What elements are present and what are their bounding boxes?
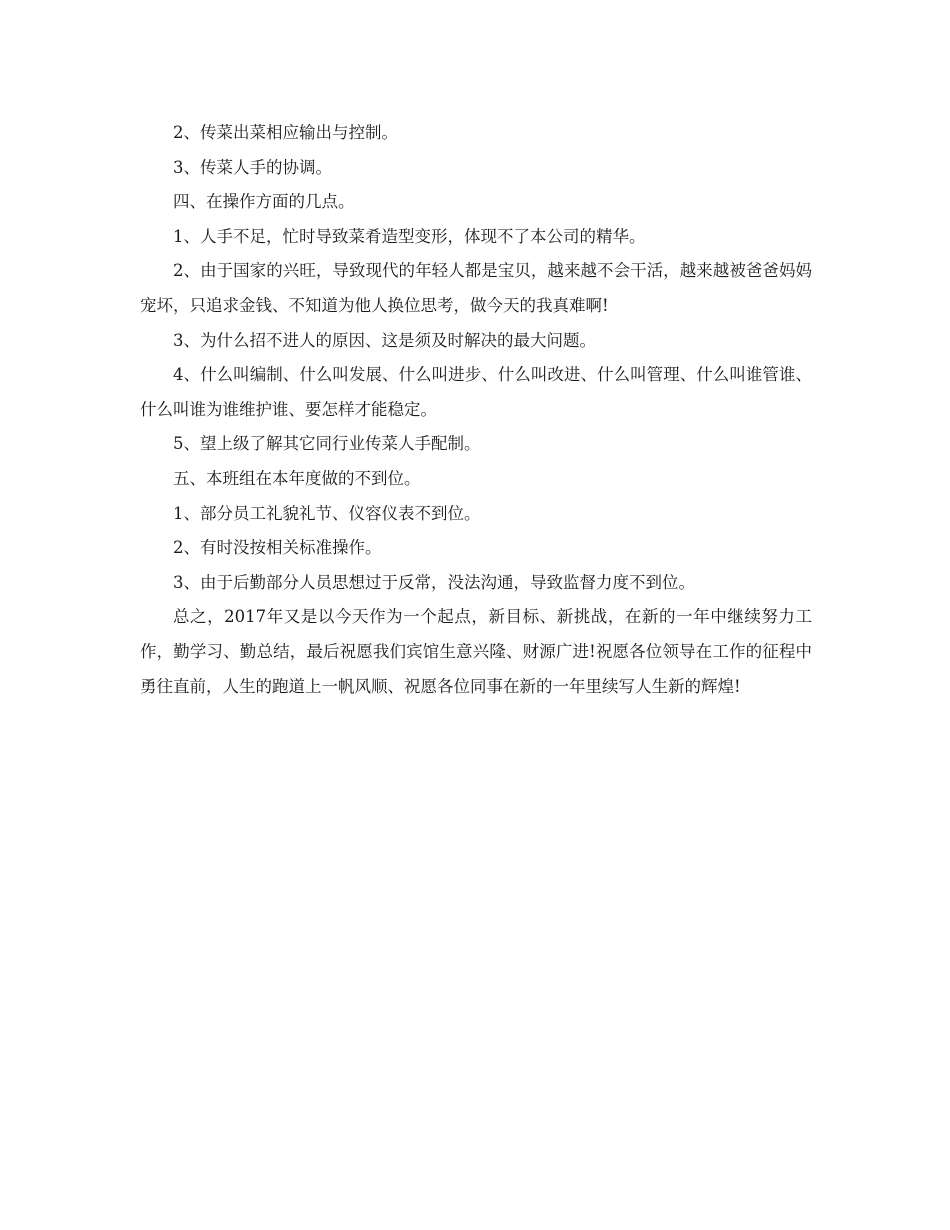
paragraph-11: 2、有时没按相关标准操作。 xyxy=(173,538,382,558)
paragraph-4: 1、人手不足，忙时导致菜肴造型变形，体现不了本公司的精华。 xyxy=(173,226,646,246)
paragraph-7: 4、什么叫编制、什么叫发展、什么叫进步、什么叫改进、什么叫管理、什么叫谁管谁、什么叫谁为谁维护谁、要怎样才能稳定。 xyxy=(140,365,812,419)
paragraph-1: 2、传菜出菜相应输出与控制。 xyxy=(173,123,398,142)
paragraph-2: 3、传菜人手的协调。 xyxy=(173,157,332,177)
paragraph-6: 3、为什么招不进人的原因、这是须及时解决的最大问题。 xyxy=(173,330,596,350)
paragraph-12: 3、由于后勤部分人员思想过于反常，没法沟通，导致监督力度不到位。 xyxy=(173,572,695,592)
section-heading-4: 四、在操作方面的几点。 xyxy=(173,192,355,212)
paragraph-10: 1、部分员工礼貌礼节、仪容仪表不到位。 xyxy=(173,503,481,523)
document-body xyxy=(140,116,812,704)
paragraph-8: 5、望上级了解其它同行业传菜人手配制。 xyxy=(173,434,481,454)
paragraph-5: 2、由于国家的兴旺，导致现代的年轻人都是宝贝，越来越不会干活，越来越被爸爸妈妈宠坏，只追求金钱、不知道为他人换位思考，做今天的我真难啊! xyxy=(140,261,812,315)
conclusion-paragraph: 总之，2017年又是以今天作为一个起点，新目标、新挑战，在新的一年中继续努力工作，勤学习、勤总结，最后祝愿我们宾馆生意兴隆、财源广进!祝愿各位领导在工作的征程中勇往直前，人生的跑道上一帆风顺、祝愿各位同事在新的一年里续写人生新的辉煌! xyxy=(140,607,812,696)
section-heading-5: 五、本班组在本年度做的不到位。 xyxy=(173,468,421,488)
